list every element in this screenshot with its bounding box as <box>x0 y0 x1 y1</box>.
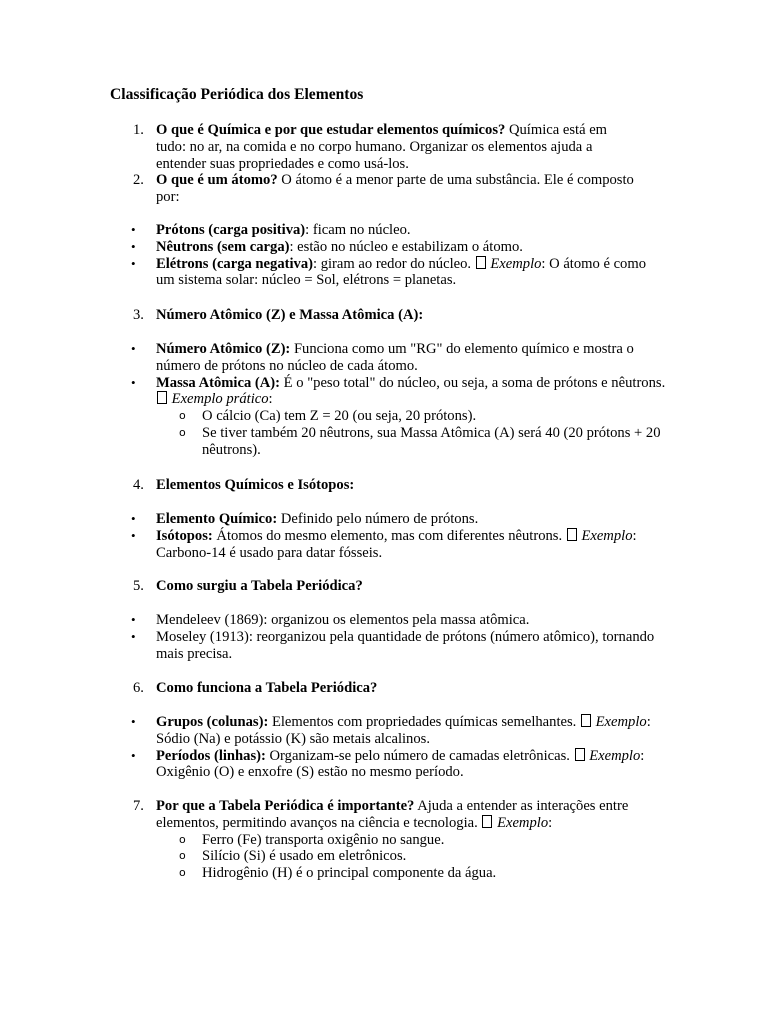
example-label: Exemplo prático <box>171 391 269 408</box>
section-heading: Número Atômico (Z) e Massa Atômica (A): <box>156 307 424 323</box>
example-label: Exemplo <box>490 255 542 272</box>
list-item-q2 <box>0 172 634 206</box>
list-item <box>0 222 668 239</box>
list-number: 3. <box>133 307 144 323</box>
bullet-list-q6 <box>0 714 768 781</box>
sub-bullet-marker: o <box>179 849 186 863</box>
sub-list-item <box>0 832 672 849</box>
list-item <box>0 341 668 375</box>
sub-item-text: O cálcio (Ca) tem Z = 20 (ou seja, 20 prótons). <box>202 408 477 425</box>
list-item <box>0 256 668 290</box>
list-item-q5 <box>0 578 634 595</box>
definition: Definido pelo número de prótons. <box>277 511 479 527</box>
bullet-marker: • <box>131 238 136 254</box>
missing-glyph-icon <box>476 256 486 269</box>
list-number: 1. <box>133 122 144 138</box>
list-item-q1 <box>0 122 634 172</box>
bullet-marker: • <box>131 511 136 526</box>
bullet-marker: • <box>131 628 136 644</box>
term: Elemento Químico: <box>156 511 278 527</box>
list-item-q7 <box>0 798 634 832</box>
list-item <box>0 629 668 663</box>
term: Isótopos: <box>156 527 213 544</box>
example-text: : O átomo é como um sistema solar: núcleo = Sol, elétrons = planetas. <box>156 255 646 289</box>
bullet-marker: • <box>131 374 136 390</box>
term: Grupos (colunas): <box>156 714 269 730</box>
numbered-list-5 <box>0 578 768 595</box>
missing-glyph-icon <box>157 391 167 404</box>
section-heading: Como surgiu a Tabela Periódica? <box>156 578 363 594</box>
list-item-text: Mendeleev (1869): organizou os elementos pela massa atômica. <box>156 612 530 628</box>
sub-bullet-marker: o <box>179 425 186 439</box>
list-number: 2. <box>133 172 144 189</box>
bullet-marker: • <box>131 527 136 543</box>
bullet-list-atom-parts <box>0 222 768 289</box>
missing-glyph-icon <box>575 748 585 761</box>
question-heading: O que é um átomo? <box>156 172 278 189</box>
definition: Átomos do mesmo elemento, mas com diferentes nêutrons. <box>212 527 566 544</box>
sub-bullet-marker: o <box>179 409 186 423</box>
question-heading: Por que a Tabela Periódica é importante? <box>156 798 415 814</box>
numbered-list-3 <box>0 307 768 324</box>
example-label: Exemplo <box>581 527 633 544</box>
sub-item-text: Se tiver também 20 nêutrons, sua Massa Atômica (A) será 40 (20 prótons + 20 nêutrons). <box>202 424 661 458</box>
definition: Funciona como um "RG" do elemento químico e mostra o número de prótons no núcleo de cada átomo. <box>156 341 634 374</box>
example-label: Exemplo <box>497 814 549 831</box>
sub-list-item <box>0 848 672 865</box>
numbered-list-4 <box>0 477 768 494</box>
bullet-list-q5 <box>0 612 768 662</box>
numbered-list-6 <box>0 680 768 697</box>
term: Períodos (linhas): <box>156 747 266 764</box>
definition: É o "peso total" do núcleo, ou seja, a soma de prótons e nêutrons. <box>280 374 666 391</box>
bullet-marker: • <box>131 222 136 237</box>
list-item-text: Moseley (1913): reorganizou pela quantidade de prótons (número atômico), tornando mais precisa. <box>156 628 655 662</box>
missing-glyph-icon <box>482 815 492 828</box>
definition: : estão no núcleo e estabilizam o átomo. <box>289 238 523 255</box>
example-text: : Carbono-14 é usado para datar fósseis. <box>156 527 637 561</box>
bullet-marker: • <box>131 255 136 271</box>
section-heading: Como funciona a Tabela Periódica? <box>156 680 378 696</box>
list-item-q6 <box>0 680 634 697</box>
bullet-list-q4 <box>0 511 768 561</box>
sub-list-item <box>0 865 672 882</box>
answer-text: Ajuda a entender as interações entre elementos, permitindo avanços na ciência e tecnologia. <box>156 798 629 831</box>
numbered-list-7 <box>0 798 768 882</box>
list-item <box>0 714 668 748</box>
term: Elétrons (carga negativa) <box>156 255 313 272</box>
list-number: 5. <box>133 578 144 594</box>
example-label: Exemplo <box>589 747 641 764</box>
bullet-marker: • <box>131 341 136 356</box>
section-heading: Elementos Químicos e Isótopos: <box>156 477 355 493</box>
example-text: : Sódio (Na) e potássio (K) são metais alcalinos. <box>156 714 651 747</box>
sub-item-text: Ferro (Fe) transporta oxigênio no sangue. <box>202 831 445 848</box>
sub-list-item <box>0 408 672 425</box>
example-label: Exemplo <box>595 714 647 730</box>
list-item <box>0 748 668 782</box>
list-item-q4 <box>0 477 634 494</box>
list-item <box>0 239 668 256</box>
definition: Elementos com propriedades químicas semelhantes. <box>268 714 580 730</box>
list-number: 6. <box>133 680 144 696</box>
sub-bullet-marker: o <box>179 866 186 880</box>
bullet-marker: • <box>131 747 136 763</box>
definition: : giram ao redor do núcleo. <box>313 255 475 272</box>
example-text: : Oxigênio (O) e enxofre (S) estão no mesmo período. <box>156 747 645 781</box>
sub-list-item <box>0 425 672 459</box>
term: Nêutrons (sem carga) <box>156 238 290 255</box>
list-item <box>0 612 668 629</box>
sub-bullet-marker: o <box>179 832 186 846</box>
missing-glyph-icon <box>581 714 591 727</box>
bullet-marker: • <box>131 612 136 627</box>
list-item <box>0 375 668 409</box>
list-item <box>0 511 668 528</box>
list-number: 7. <box>133 798 144 814</box>
bullet-list-q3 <box>0 341 768 459</box>
definition: : ficam no núcleo. <box>305 222 411 238</box>
example-text: : <box>548 814 553 831</box>
definition: Organizam-se pelo número de camadas eletrônicas. <box>265 747 574 764</box>
sub-item-text: Silício (Si) é usado em eletrônicos. <box>202 848 407 865</box>
list-number: 4. <box>133 477 144 493</box>
term: Massa Atômica (A): <box>156 374 281 391</box>
missing-glyph-icon <box>567 528 577 541</box>
term: Número Atômico (Z): <box>156 341 291 357</box>
term: Prótons (carga positiva) <box>156 222 306 238</box>
example-text: : <box>268 391 273 408</box>
answer-text: O átomo é a menor parte de uma substância. Ele é composto por: <box>156 172 634 206</box>
question-heading: O que é Química e por que estudar elementos químicos? <box>156 122 506 138</box>
list-item-q3 <box>0 307 634 324</box>
answer-text: Química está em tudo: no ar, na comida e no corpo humano. Organizar os elementos ajuda a entender suas propriedades e como usá-los. <box>156 122 608 172</box>
document-title: Classificação Periódica dos Elementos <box>110 86 364 103</box>
sub-item-text: Hidrogênio (H) é o principal componente da água. <box>202 865 497 882</box>
list-item <box>0 528 668 562</box>
numbered-list-1 <box>0 122 768 206</box>
bullet-marker: • <box>131 714 136 729</box>
